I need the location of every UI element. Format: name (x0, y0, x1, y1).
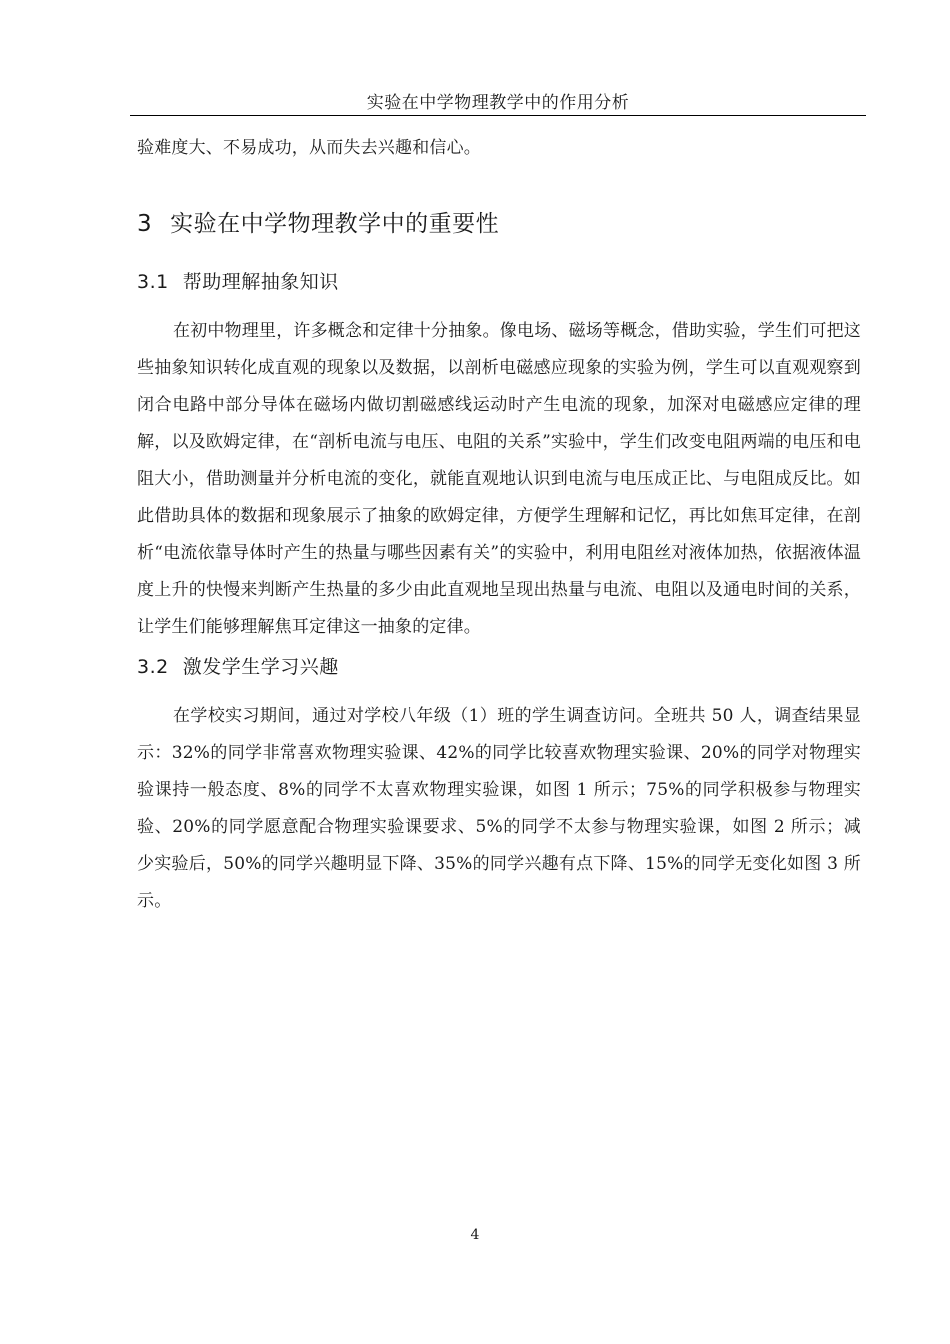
subsection-title: 帮助理解抽象知识 (182, 271, 339, 293)
subsection-heading-3-1 (137, 267, 861, 297)
subsection-title: 激发学生学习兴趣 (182, 656, 339, 678)
section-number: 3 (137, 211, 153, 237)
section-heading-3 (137, 207, 861, 241)
subsection-number: 3.2 (137, 656, 169, 678)
running-header: 实验在中学物理教学中的作用分析 (366, 93, 630, 113)
page-number: 4 (470, 1227, 480, 1243)
paragraph-3-2: 在学校实习期间，通过对学校八年级（1）班的学生调查访问。全班共 50 人，调查结果显示：32%的同学非常喜欢物理实验课、42%的同学比较喜欢物理实验课、20%的同学对物理实验课持一般态度、8%的同学不太喜欢物理实验课，如图 1 所示；75%的同学积极参与物理实验、20%的同学愿意配合物理实验课要求、5%的同学不太参与物理实验课，如图 2 所示；减少实验后，50%的同学兴趣明显下降、35%的同学兴趣有点下降、15%的同学无变化如图 3 所示。 (137, 706, 861, 911)
page-content (137, 130, 861, 920)
header-rule (130, 115, 866, 116)
subsection-number: 3.1 (137, 271, 169, 293)
section-title: 实验在中学物理教学中的重要性 (170, 211, 500, 237)
subsection-heading-3-2 (137, 652, 861, 682)
paragraph-3-1: 在初中物理里，许多概念和定律十分抽象。像电场、磁场等概念，借助实验，学生们可把这些抽象知识转化成直观的现象以及数据，以剖析电磁感应现象的实验为例，学生可以直观观察到闭合电路中部分导体在磁场内做切割磁感线运动时产生电流的现象，加深对电磁感应定律的理解，以及欧姆定律，在“剖析电流与电压、电阻的关系”实验中，学生们改变电阻两端的电压和电阻大小，借助测量并分析电流的变化，就能直观地认识到电流与电压成正比、与电阻成反比。如此借助具体的数据和现象展示了抽象的欧姆定律，方便学生理解和记忆，再比如焦耳定律，在剖析“电流依靠导体时产生的热量与哪些因素有关”的实验中，利用电阻丝对液体加热，依据液体温度上升的快慢来判断产生热量的多少由此直观地呈现出热量与电流、电阻以及通电时间的关系，让学生们能够理解焦耳定律这一抽象的定律。 (137, 321, 861, 637)
continued-paragraph: 验难度大、不易成功，从而失去兴趣和信心。 (137, 138, 481, 158)
